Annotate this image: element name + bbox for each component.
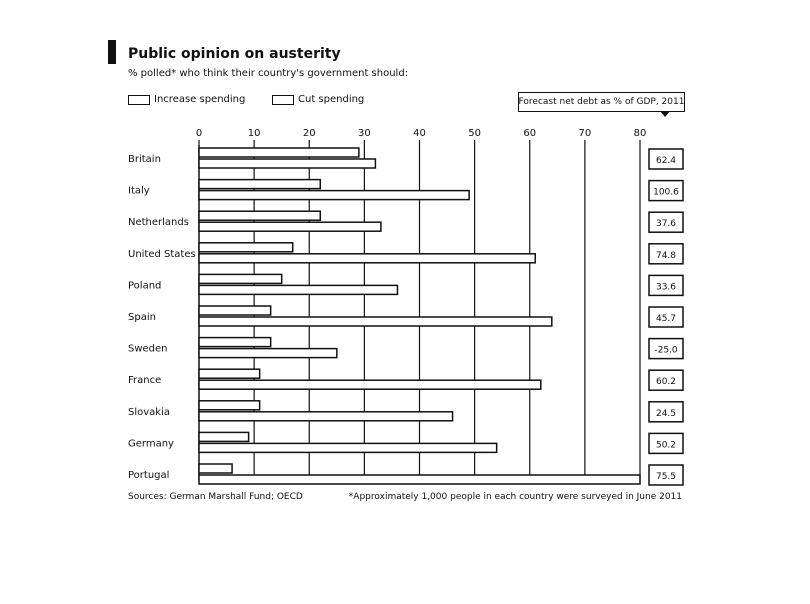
chart-title: Public opinion on austerity bbox=[128, 46, 341, 62]
bar-cut-slovakia bbox=[199, 412, 453, 421]
forecast-value: 45.7 bbox=[655, 314, 677, 324]
category-label: Britain bbox=[128, 154, 161, 165]
bar-increase-slovakia bbox=[199, 401, 260, 410]
category-label: Spain bbox=[128, 312, 156, 323]
category-label: United States bbox=[128, 248, 196, 260]
x-tick-label: 60 bbox=[523, 128, 537, 139]
bar-increase-germany bbox=[199, 432, 249, 441]
legend-label-increase: Increase spending bbox=[154, 94, 246, 105]
category-label: Italy bbox=[128, 185, 150, 197]
bar-increase-britain bbox=[199, 148, 359, 157]
forecast-value: 100.6 bbox=[653, 187, 679, 198]
forecast-value: 33.6 bbox=[655, 282, 677, 293]
category-label: Sweden bbox=[128, 343, 168, 355]
category-label: Poland bbox=[128, 280, 162, 292]
bar-cut-sweden bbox=[199, 349, 337, 358]
bar-cut-germany bbox=[199, 443, 497, 452]
survey-footnote: *Approximately 1,000 people in each country were surveyed in June 2011 bbox=[348, 492, 682, 502]
forecast-value: 37.6 bbox=[655, 219, 677, 230]
bar-cut-britain bbox=[199, 159, 375, 168]
legend-label-cut: Cut spending bbox=[298, 94, 365, 105]
bar-cut-italy bbox=[199, 191, 469, 200]
bar-increase-france bbox=[199, 369, 260, 378]
x-tick-label: 20 bbox=[302, 128, 316, 139]
bar-increase-spain bbox=[199, 306, 271, 315]
x-tick-label: 10 bbox=[247, 128, 261, 139]
bar-increase-poland bbox=[199, 274, 282, 283]
source-note: Sources: German Marshall Fund; OECD bbox=[128, 492, 303, 502]
forecast-value: -25.0 bbox=[654, 345, 678, 356]
bar-cut-spain bbox=[199, 317, 552, 326]
bar-increase-united-states bbox=[199, 243, 293, 252]
x-tick-label: 50 bbox=[468, 128, 481, 139]
bar-cut-netherlands bbox=[199, 222, 381, 231]
bar-cut-portugal bbox=[199, 475, 640, 484]
bar-increase-portugal bbox=[199, 464, 232, 473]
bar-cut-poland bbox=[199, 285, 397, 294]
x-tick-label: 30 bbox=[358, 128, 371, 139]
bar-increase-italy bbox=[199, 180, 320, 189]
bar-cut-united-states bbox=[199, 254, 535, 263]
category-label: Slovakia bbox=[128, 406, 170, 418]
bar-increase-netherlands bbox=[199, 211, 320, 220]
forecast-value: 50.2 bbox=[655, 440, 677, 451]
x-tick-label: 70 bbox=[578, 128, 592, 139]
x-tick-label: 80 bbox=[633, 128, 647, 139]
x-tick-label: 40 bbox=[413, 128, 426, 139]
bar-cut-france bbox=[199, 380, 541, 389]
category-label: France bbox=[128, 375, 162, 387]
forecast-value: 24.5 bbox=[655, 408, 677, 419]
category-label: Portugal bbox=[128, 470, 170, 481]
forecast-header-label: Forecast net debt as % of GDP, 2011 bbox=[518, 97, 685, 107]
forecast-value: 60.2 bbox=[655, 377, 677, 388]
chart-subtitle: % polled* who think their country's government should: bbox=[128, 68, 409, 79]
x-tick-label: 0 bbox=[195, 128, 203, 139]
forecast-value: 62.4 bbox=[655, 156, 677, 166]
bar-increase-sweden bbox=[199, 338, 271, 347]
forecast-value: 74.8 bbox=[655, 250, 677, 261]
category-label: Netherlands bbox=[128, 217, 189, 229]
forecast-value: 75.5 bbox=[655, 472, 677, 482]
category-label: Germany bbox=[128, 438, 174, 450]
